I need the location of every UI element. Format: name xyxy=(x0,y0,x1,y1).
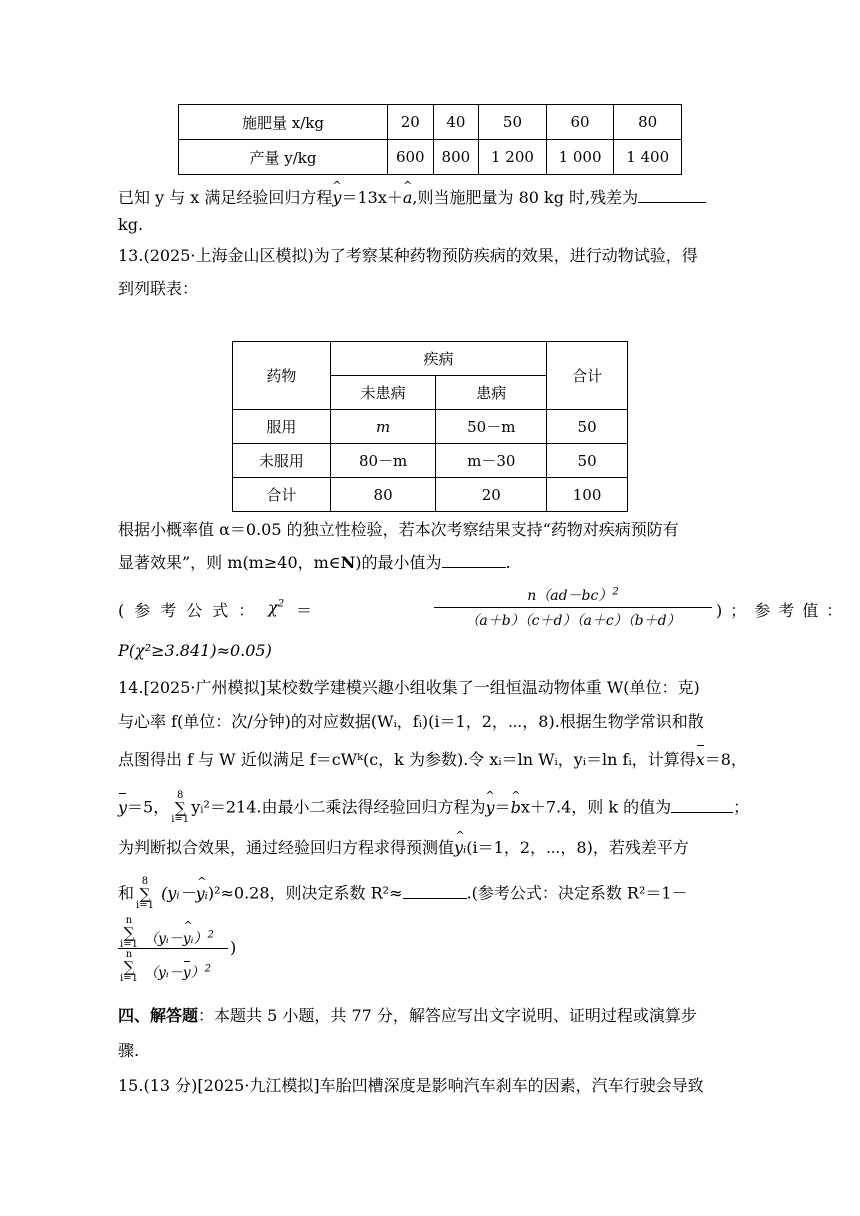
text: 为判断拟合效果，通过经验回归方程求得预测值 xyxy=(118,838,455,857)
section-title: 四、解答题 xyxy=(118,1006,199,1025)
section-4-line2 xyxy=(118,1040,738,1062)
q12-line1 xyxy=(118,186,738,209)
text: (yᵢ－ xyxy=(161,883,196,903)
table-cell: 800 xyxy=(433,140,479,175)
text: 和 xyxy=(118,883,135,903)
q14-line1 xyxy=(118,677,738,699)
table-cell: 100 xyxy=(547,478,628,512)
table-header-cell: 未患病 xyxy=(330,376,436,410)
natural-numbers-symbol: N xyxy=(340,553,356,572)
question-text: 到列联表： xyxy=(118,279,199,298)
sum-symbol: 8 ∑ i=1 xyxy=(171,790,190,825)
text: x＋7.4，则 k 的值为 xyxy=(520,797,672,817)
table-cell: 600 xyxy=(388,140,434,175)
q13-line3 xyxy=(118,519,738,541)
table-cell: 40 xyxy=(433,105,479,140)
table-header-cell: 疾病 xyxy=(330,342,546,376)
y-hat: ^ y xyxy=(332,187,341,209)
q14-line4 xyxy=(118,790,750,825)
q13-p-line xyxy=(118,640,738,662)
text: . xyxy=(505,553,511,572)
table-cell: 50 xyxy=(547,444,628,478)
text: kg. xyxy=(118,215,144,234)
a-hat: ^ a xyxy=(403,187,413,209)
answer-blank[interactable] xyxy=(638,186,706,203)
table-cell: 20 xyxy=(388,105,434,140)
y-bar: y xyxy=(118,797,128,817)
table-cell: 80 xyxy=(330,478,436,512)
sum-symbol: 8 ∑ i=1 xyxy=(136,876,154,911)
table-header-cell: 药物 xyxy=(233,342,331,410)
text: 骤. xyxy=(118,1041,140,1060)
table-cell: 50－m xyxy=(436,410,547,444)
text: )；参考值： xyxy=(716,601,851,620)
text: 已知 y 与 x 满足经验回归方程 xyxy=(118,188,333,207)
q15-line1 xyxy=(118,1075,738,1097)
text: ,则当施肥量为 80 kg 时,残差为 xyxy=(412,188,639,207)
answer-blank[interactable] xyxy=(403,882,467,899)
fertilizer-table xyxy=(178,104,682,175)
question-text: 14.[2025·广州模拟]某校数学建模兴趣小组收集了一组恒温动物体重 W(单位：克) xyxy=(118,678,700,697)
table-cell: 1 000 xyxy=(546,140,614,175)
contingency-table xyxy=(232,341,628,512)
q13-line4 xyxy=(118,551,738,574)
table-cell: m xyxy=(330,410,436,444)
table-cell: 50 xyxy=(479,105,547,140)
text: ：本题共 5 小题，共 77 分，解答应写出文字说明、证明过程或演算步 xyxy=(198,1006,697,1025)
text: yᵢ²＝214.由最小二乘法得经验回归方程为 xyxy=(191,797,486,817)
table-cell: 1 200 xyxy=(479,140,547,175)
question-text: 15.(13 分)[2025·九江模拟]车胎凹槽深度是影响汽车刹车的因素，汽车行驶会导致 xyxy=(118,1076,704,1095)
section-4-line1 xyxy=(118,1005,738,1027)
table-cell: 服用 xyxy=(233,410,331,444)
q13-formula-line xyxy=(118,585,851,629)
text: 显著效果”，则 m(m≥40，m∈ xyxy=(118,553,341,572)
answer-blank[interactable] xyxy=(442,551,506,568)
text: )²≈0.28，则决定系数 R²≈ xyxy=(207,883,403,903)
answer-blank[interactable] xyxy=(671,796,733,813)
yi-hat: ^ yᵢ xyxy=(454,837,466,859)
text: ) xyxy=(230,938,237,957)
chi-symbol: $\chi^2$ xyxy=(268,598,285,617)
table-cell: m－30 xyxy=(436,444,547,478)
text: (i＝1，2，⋯，8)，若残差平方 xyxy=(466,838,689,857)
table-header-cell: 施肥量 x/kg xyxy=(179,105,388,140)
question-text: 根据小概率值 α＝0.05 的独立性检验，若本次考察结果支持“药物对疾病预防有 xyxy=(118,520,679,539)
table-cell: 80－m xyxy=(330,444,436,478)
text: ＝8， xyxy=(704,750,747,769)
chi-square-fraction: $\frac{n(ad-bc)^2}{(a+b)(c+d)(a+c)(b+d)}$ xyxy=(434,585,712,630)
table-header-cell: 合计 xyxy=(547,342,628,410)
text: .(参考公式：决定系数 R²＝1－ xyxy=(466,883,688,903)
question-text: 与心率 f(单位：次/分钟)的对应数据(Wᵢ，fᵢ)(i＝1，2，⋯，8).根据生物学常识和散 xyxy=(118,712,704,731)
text: ＝ xyxy=(494,797,511,817)
table-cell: 50 xyxy=(547,410,628,444)
q14-line2 xyxy=(118,711,738,733)
fraction-numerator: n ∑ i=1 （yᵢ－^ yᵢ）$^2$ xyxy=(118,916,228,949)
x-bar: x xyxy=(695,750,705,769)
table-cell: 1 400 xyxy=(614,140,682,175)
q14-line5 xyxy=(118,837,738,859)
table-cell: 80 xyxy=(614,105,682,140)
fraction-denominator: n ∑ i=1 （yᵢ－y）$^2$ xyxy=(120,949,212,984)
q12-line2 xyxy=(118,214,738,236)
text: (参考公式： xyxy=(118,601,265,620)
text: P(χ²≥3.841)≈0.05) xyxy=(118,641,272,660)
q14-line6 xyxy=(118,877,738,911)
text: ＝13x＋ xyxy=(341,188,403,207)
q14-line3 xyxy=(118,749,747,771)
text: ＝5， xyxy=(127,797,170,817)
yi-hat: ^ yᵢ xyxy=(196,883,208,905)
r-squared-fraction xyxy=(118,916,318,982)
text: ＝ xyxy=(296,601,313,620)
table-header-cell: 患病 xyxy=(436,376,547,410)
b-hat: ^ b xyxy=(511,797,521,819)
y-hat: ^ y xyxy=(486,797,495,819)
text: )的最小值为 xyxy=(355,553,442,572)
table-cell: 未服用 xyxy=(233,444,331,478)
text: ； xyxy=(733,797,750,817)
table-cell: 60 xyxy=(546,105,614,140)
table-cell: 20 xyxy=(436,478,547,512)
q13-line2 xyxy=(118,278,738,300)
table-cell: 合计 xyxy=(233,478,331,512)
table-header-cell: 产量 y/kg xyxy=(179,140,388,175)
q13-line1 xyxy=(118,245,738,267)
question-text: 13.(2025·上海金山区模拟)为了考察某种药物预防疾病的效果，进行动物试验，得 xyxy=(118,246,698,265)
text: 点图得出 f 与 W 近似满足 f＝cWᵏ(c，k 为参数).令 xᵢ＝ln Wᵢ，yᵢ＝ln fᵢ，计算得 xyxy=(118,750,696,769)
